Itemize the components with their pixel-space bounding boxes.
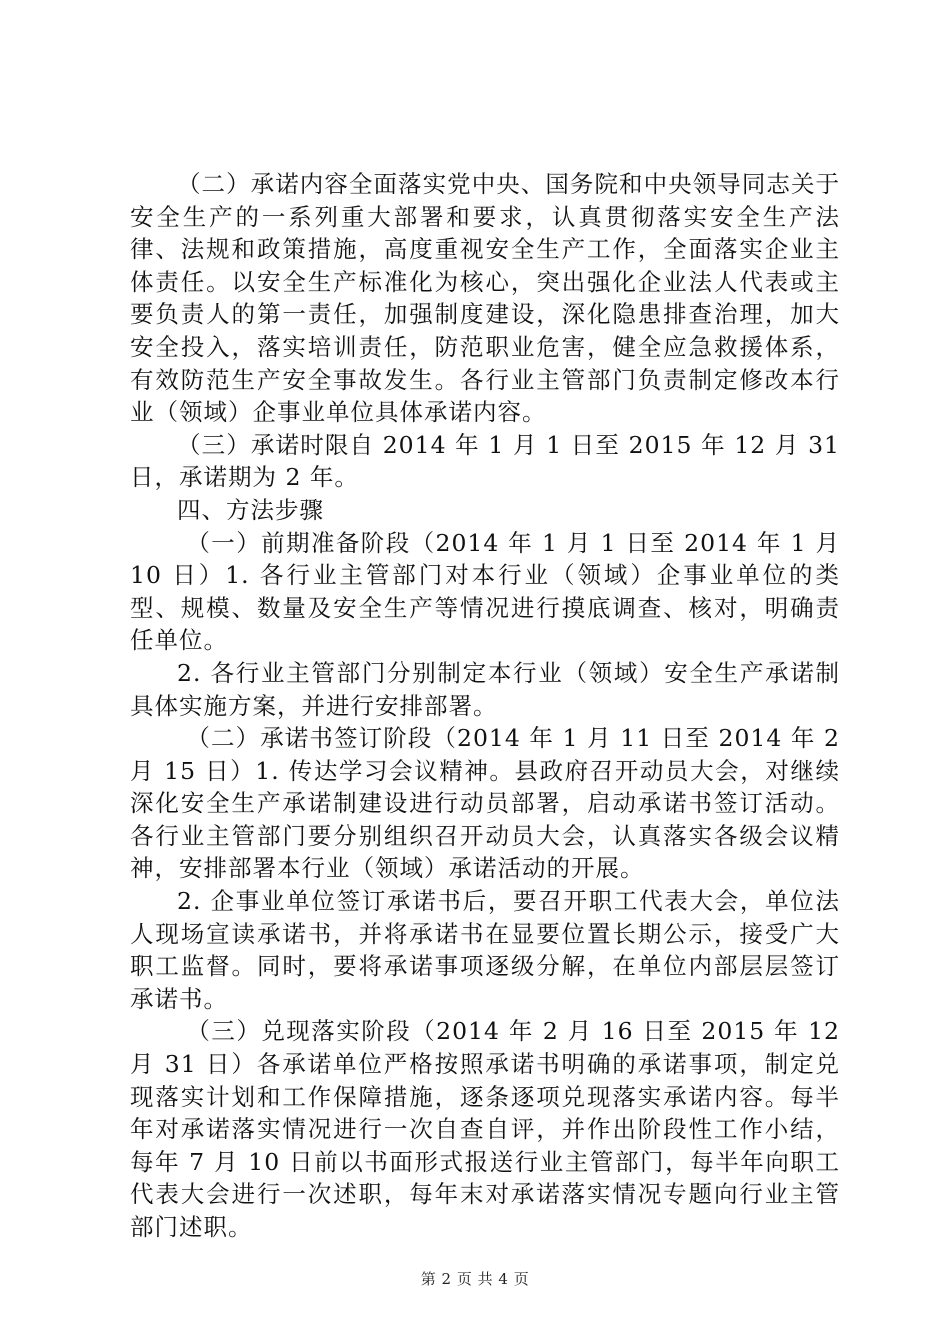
paragraph-preparation-stage: （一）前期准备阶段（2014 年 1 月 1 日至 2014 年 1 月 10 日）1. 各行业主管部门对本行业（领域）企事业单位的类型、规模、数量及安全生产等情况进行摸底调查、核对，明确责任单位。: [130, 528, 840, 655]
page-number-footer: 第 2 页 共 4 页: [420, 1270, 530, 1288]
paragraph-signing-item-2: 2. 企事业单位签订承诺书后，要召开职工代表大会，单位法人现场宣读承诺书，并将承诺书在显要位置长期公示，接受广大职工监督。同时，要将承诺事项逐级分解，在单位内部层层签订承诺书。: [130, 887, 840, 1013]
paragraph-implementation-stage: （三）兑现落实阶段（2014 年 2 月 16 日至 2015 年 12 月 31 日）各承诺单位严格按照承诺书明确的承诺事项，制定兑现落实计划和工作保障措施，逐条逐项兑现落实承诺内容。每半年对承诺落实情况进行一次自查自评，并作出阶段性工作小结，每年 7 月 10 日前以书面形式报送行业主管部门，每半年向职工代表大会进行一次述职，每年末对承诺落实情况专题向行业主管部门述职。: [130, 1017, 840, 1241]
paragraph-signing-stage: （二）承诺书签订阶段（2014 年 1 月 11 日至 2014 年 2 月 15 日）1. 传达学习会议精神。县政府召开动员大会，对继续深化安全生产承诺制建设进行动员部署，启动承诺书签订活动。各行业主管部门要分别组织召开动员大会，认真落实各级会议精神，安排部署本行业（领域）承诺活动的开展。: [130, 724, 840, 883]
document-body: [130, 168, 840, 1244]
paragraph-commitment-period: （三）承诺时限自 2014 年 1 月 1 日至 2015 年 12 月 31 日，承诺期为 2 年。: [130, 430, 840, 492]
paragraph-commitment-content: （二）承诺内容全面落实党中央、国务院和中央领导同志关于安全生产的一系列重大部署和要求，认真贯彻落实安全生产法律、法规和政策措施，高度重视安全生产工作，全面落实企业主体责任。以安全生产标准化为核心，突出强化企业法人代表或主要负责人的第一责任，加强制度建设，深化隐患排查治理，加大安全投入，落实培训责任，防范职业危害，健全应急救援体系，有效防范生产安全事故发生。各行业主管部门负责制定修改本行业（领域）企事业单位具体承诺内容。: [130, 170, 840, 427]
paragraph-preparation-item-2: 2. 各行业主管部门分别制定本行业（领域）安全生产承诺制具体实施方案，并进行安排部署。: [130, 658, 840, 720]
section-heading-methods: 四、方法步骤: [177, 495, 324, 524]
